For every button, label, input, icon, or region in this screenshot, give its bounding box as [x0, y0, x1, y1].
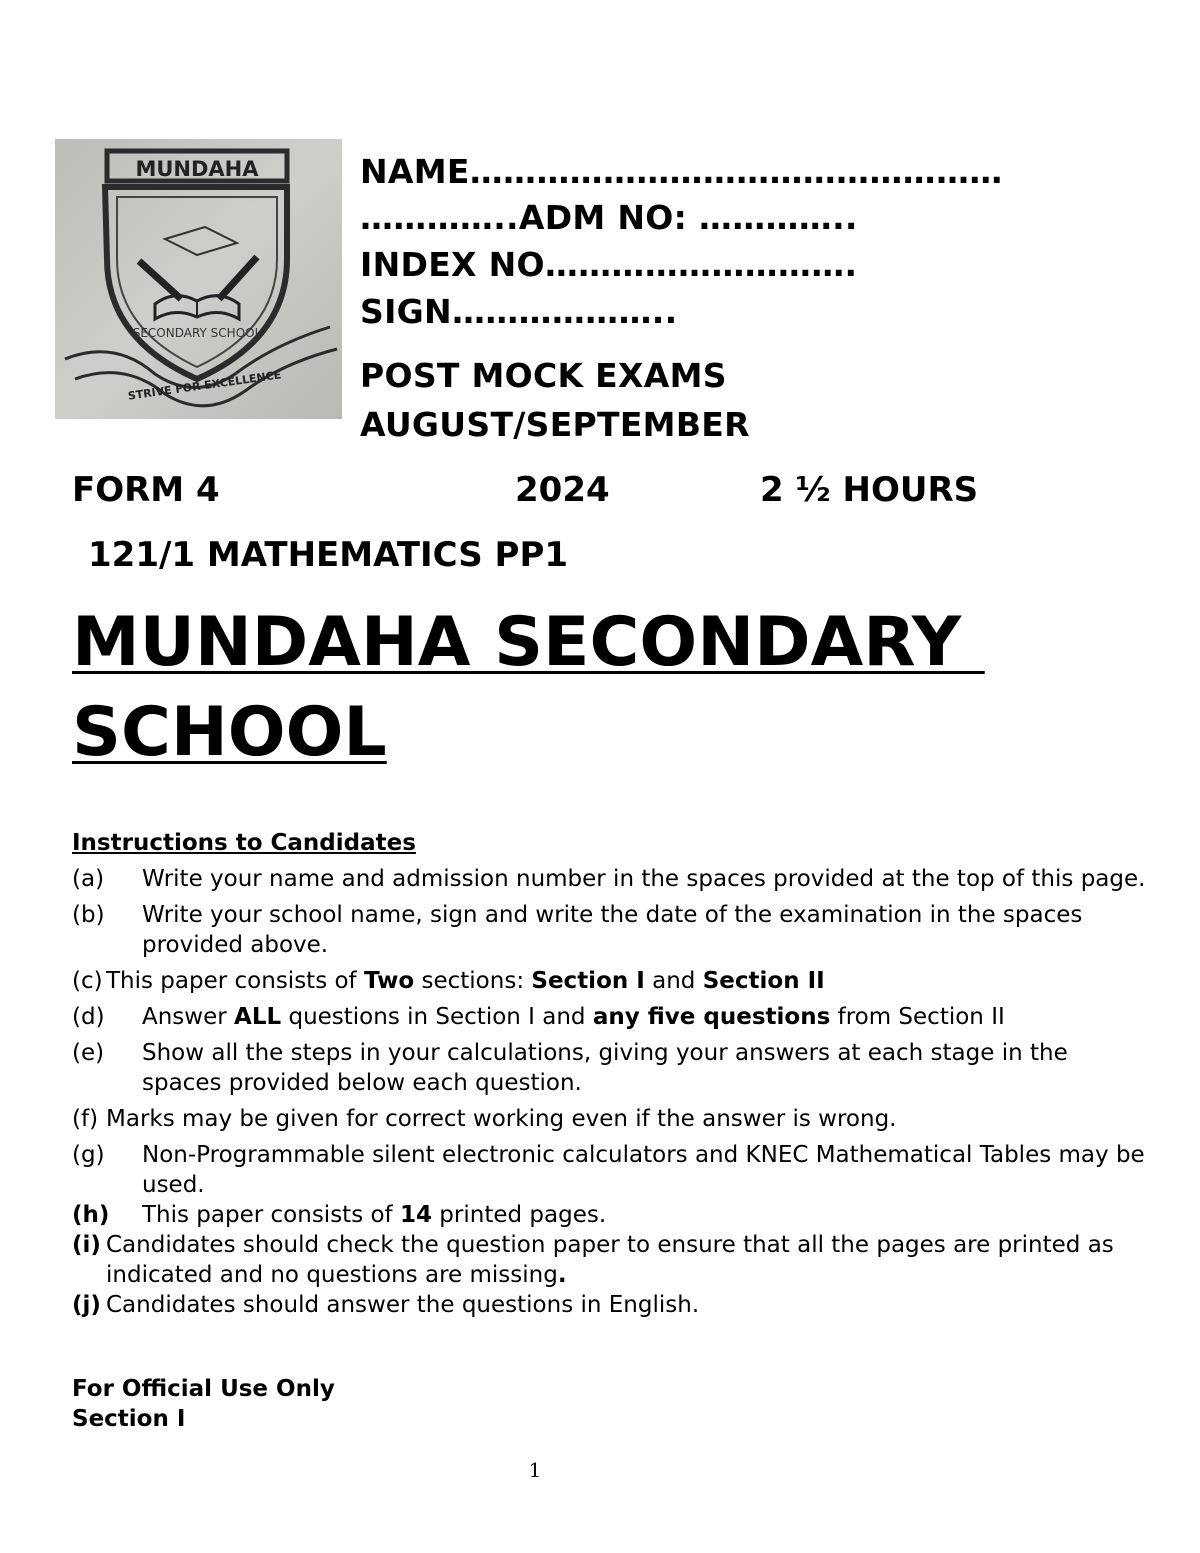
name-field-line: NAME…………………………………………	[360, 152, 1003, 191]
official-use-section	[72, 1374, 335, 1434]
instruction-item	[72, 966, 1152, 996]
instruction-tag: (b)	[72, 902, 105, 928]
sign-field-line: SIGN………………..	[360, 292, 678, 331]
instruction-item	[72, 900, 1152, 960]
instruction-text: Marks may be given for correct working even if the answer is wrong.	[106, 1106, 897, 1132]
page-number: 1	[528, 1458, 542, 1482]
exam-title: POST MOCK EXAMS	[360, 356, 727, 395]
instruction-item	[72, 1140, 1152, 1200]
adm-no-field-line: …………..ADM NO: …………..	[360, 198, 858, 237]
official-use-heading: For Official Use Only	[72, 1376, 335, 1402]
instruction-tag: (g)	[72, 1142, 105, 1168]
instruction-text: Write your school name, sign and write the date of the examination in the spaces provided above.	[142, 902, 1083, 958]
crest-name: MUNDAHA	[135, 157, 259, 181]
instruction-item	[72, 1038, 1152, 1098]
instruction-item	[72, 864, 1152, 894]
instruction-item	[72, 1200, 1152, 1230]
instruction-tag: (c)	[72, 968, 103, 994]
form-level: FORM 4	[72, 470, 220, 510]
instruction-text: Answer ALL questions in Section I and any five questions from Section II	[142, 1004, 1005, 1030]
instructions-heading: Instructions to Candidates	[72, 830, 416, 856]
instruction-tag: (a)	[72, 866, 105, 892]
crest-motto: STRIVE FOR EXCELLENCE	[127, 368, 282, 403]
instruction-tag: (d)	[72, 1004, 105, 1030]
school-crest-logo	[55, 139, 342, 419]
instruction-tag: (j)	[72, 1292, 101, 1318]
instruction-tag: (h)	[72, 1202, 110, 1228]
instruction-text: This paper consists of 14 printed pages.	[142, 1202, 607, 1228]
instruction-text: Write your name and admission number in the spaces provided at the top of this page.	[142, 866, 1146, 892]
school-name-line1: MUNDAHA SECONDARY	[72, 603, 985, 682]
instruction-item	[72, 1230, 1152, 1290]
instructions-section	[72, 828, 1152, 1320]
instruction-text: Candidates should answer the questions in English.	[106, 1292, 700, 1318]
exam-year: 2024	[515, 470, 610, 510]
index-no-field-line: INDEX NO……………………….	[360, 245, 858, 284]
instruction-text: This paper consists of Two sections: Section I and Section II	[106, 968, 825, 994]
paper-code: 121/1 MATHEMATICS PP1	[88, 535, 569, 575]
instruction-item	[72, 1002, 1152, 1032]
section-one-label: Section I	[72, 1406, 186, 1432]
instruction-item	[72, 1104, 1152, 1134]
instruction-tag: (e)	[72, 1040, 105, 1066]
exam-duration: 2 ½ HOURS	[760, 470, 979, 510]
school-name-title	[72, 598, 1072, 778]
instruction-text: Show all the steps in your calculations, giving your answers at each stage in the spaces provided below each question.	[142, 1040, 1068, 1096]
instruction-item	[72, 1290, 1152, 1320]
crest-ribbon-text: SECONDARY SCHOOL	[132, 326, 262, 340]
instruction-tag: (f)	[72, 1106, 99, 1132]
instruction-text: Non-Programmable silent electronic calculators and KNEC Mathematical Tables may be used.	[142, 1142, 1145, 1198]
school-name-line2: SCHOOL	[72, 693, 387, 772]
instruction-tag: (i)	[72, 1232, 101, 1258]
crest-emblem-icon	[55, 139, 342, 419]
exam-period: AUGUST/SEPTEMBER	[360, 405, 750, 444]
instruction-text: Candidates should check the question paper to ensure that all the pages are printed as indicated and no questions are missing.	[106, 1232, 1114, 1288]
